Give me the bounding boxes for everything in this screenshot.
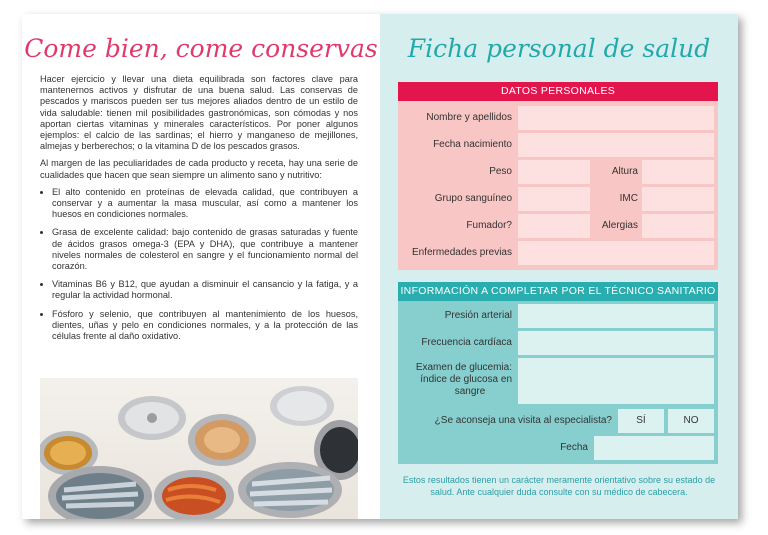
- disclaimer-note: Estos resultados tienen un carácter meramente orientativo sobre su estado de salud. Ante cualquier duda consulte con su médico de cabecera.: [402, 475, 716, 497]
- peso-field[interactable]: [518, 160, 590, 184]
- label-glucemia: [398, 362, 512, 398]
- label-nombre: Nombre y apellidos: [426, 112, 512, 123]
- tins-illustration: [40, 378, 358, 519]
- label-presion: Presión arterial: [444, 310, 512, 321]
- row-nombre: [398, 106, 718, 130]
- label-grupo: Grupo sanguíneo: [434, 193, 512, 204]
- label-visita: ¿Se aconseja una visita al especialista?: [434, 415, 612, 426]
- fecha-nacimiento-field[interactable]: [518, 133, 714, 157]
- list-item: • Vitaminas B6 y B12, que ayudan a disminuir el cansancio y la fatiga, y a regular la actividad hormonal.: [52, 279, 358, 301]
- row-fumador-alergias: [398, 214, 718, 238]
- no-option[interactable]: NO: [668, 409, 714, 433]
- section-header: DATOS PERSONALES: [398, 82, 718, 101]
- label-imc: IMC: [619, 193, 638, 204]
- label-fecha-nacimiento: Fecha nacimiento: [433, 139, 512, 150]
- si-option[interactable]: SÍ: [618, 409, 664, 433]
- label-frecuencia: Frecuencia cardíaca: [421, 337, 512, 348]
- row-fecha: [398, 436, 718, 460]
- article-body: [40, 74, 358, 349]
- list-item: • Fósforo y selenio, que contribuyen al mantenimiento de los huesos, dientes, uñas y pelo en condiciones normales, y a la protección de las células frente al daño oxidativo.: [52, 309, 358, 343]
- intro-paragraph: Hacer ejercicio y llevar una dieta equilibrada son factores clave para mantenernos activos y disfrutar de una buena salud. Las conservas de pescados y mariscos pueden ser tus mejores aliados dentro de un estilo de vida saludable: tienen mil posibilidades gastronómicas, son cómodas y nos aportan ciertas vitaminas y minerales característicos. Por poner algunos ejemplos: el calcio de las sardinas; el hierro y manganeso de mejillones, almejas y berberechos; o la vitamina D de los pescados grasos.: [40, 74, 358, 152]
- row-fecha-nacimiento: [398, 133, 718, 157]
- alergias-field[interactable]: [642, 214, 714, 238]
- list-item: • Grasa de excelente calidad: bajo contenido de grasas saturadas y fuente de ácidos grasos omega-3 (EPA y DHA), que contribuye a mantener niveles normales de colesterol en sangre y el funcionamiento normal del corazón.: [52, 227, 358, 272]
- row-peso-altura: [398, 160, 718, 184]
- section-header: INFORMACIÓN A COMPLETAR POR EL TÉCNICO SANITARIO: [398, 282, 718, 301]
- personal-data-section: [398, 82, 718, 270]
- row-grupo-imc: [398, 187, 718, 211]
- row-presion: [398, 304, 718, 328]
- benefits-list: [40, 187, 358, 342]
- label-altura: Altura: [611, 166, 638, 177]
- list-item: • El alto contenido en proteínas de elevada calidad, que contribuyen a conservar y a aumentar la masa muscular, así como a mantener los huesos en condiciones normales.: [52, 187, 358, 221]
- label-glucemia-line: Examen de glucemia:: [415, 362, 512, 373]
- presion-field[interactable]: [518, 304, 714, 328]
- brochure-spread: [22, 14, 738, 519]
- nombre-field[interactable]: [518, 106, 714, 130]
- row-enfermedades: [398, 241, 718, 265]
- imc-field[interactable]: [642, 187, 714, 211]
- technician-section: [398, 282, 718, 464]
- label-alergias: Alergias: [601, 220, 638, 231]
- fecha-field[interactable]: [594, 436, 714, 460]
- canned-fish-photo: [40, 378, 358, 519]
- altura-field[interactable]: [642, 160, 714, 184]
- second-paragraph: Al margen de las peculiaridades de cada producto y receta, hay una serie de cualidades que hacen que sean siempre un alimento sano y nutritivo:: [40, 158, 358, 180]
- left-title: Come bien, come conservas: [24, 34, 378, 63]
- frecuencia-field[interactable]: [518, 331, 714, 355]
- glucemia-field[interactable]: [518, 358, 714, 404]
- label-glucemia-line: sangre: [454, 386, 486, 397]
- fumador-field[interactable]: [518, 214, 590, 238]
- label-fumador: Fumador?: [466, 220, 512, 231]
- right-page: [380, 14, 738, 519]
- row-visita: [398, 409, 718, 433]
- enfermedades-field[interactable]: [518, 241, 714, 265]
- right-title: Ficha personal de salud: [407, 34, 711, 63]
- grupo-field[interactable]: [518, 187, 590, 211]
- label-glucemia-line: índice de glucosa en: [420, 374, 512, 385]
- label-peso: Peso: [489, 166, 512, 177]
- row-glucemia: [398, 358, 718, 406]
- label-enfermedades: Enfermedades previas: [411, 247, 512, 258]
- left-page: [22, 14, 380, 519]
- row-frecuencia: [398, 331, 718, 355]
- label-fecha: Fecha: [560, 442, 588, 453]
